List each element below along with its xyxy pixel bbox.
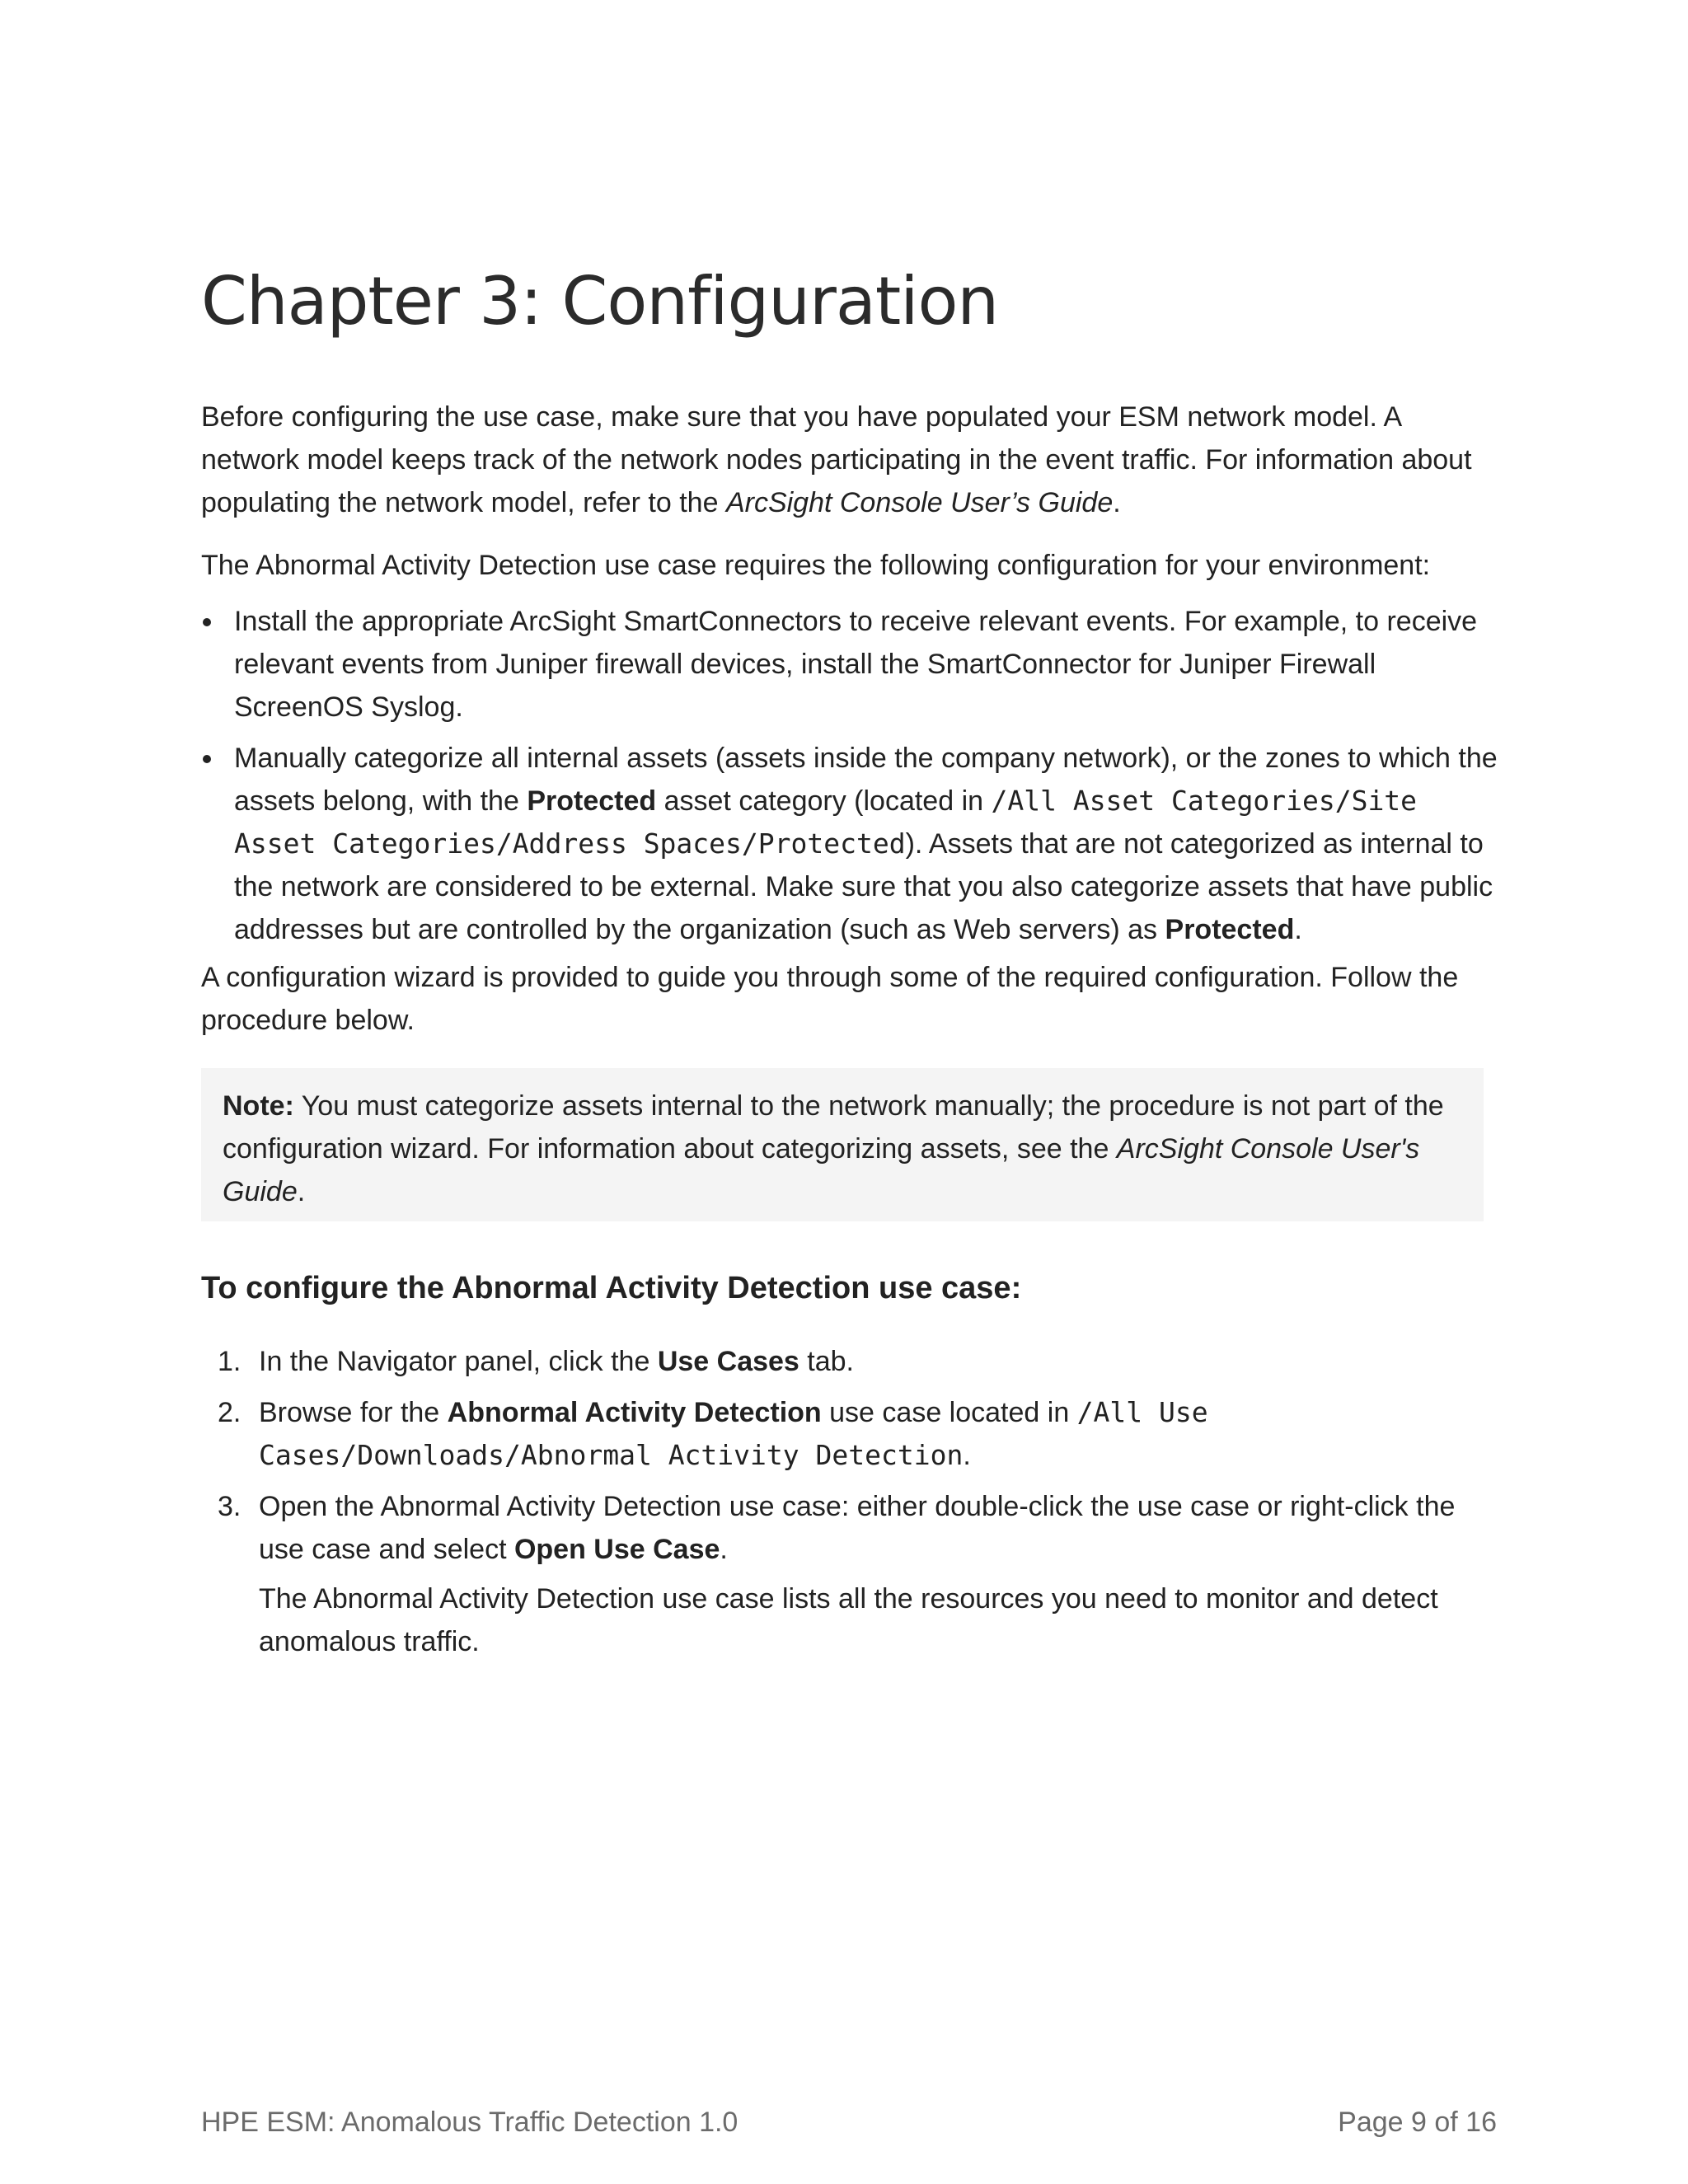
list-item-text-4: . xyxy=(1294,914,1302,945)
chapter-title: Chapter 3: Configuration xyxy=(201,263,999,340)
wizard-paragraph: A configuration wizard is provided to guide you through some of the required configuration. Follow the procedure below. xyxy=(201,962,1459,1036)
footer-page-number: Page 9 of 16 xyxy=(1338,2107,1497,2138)
step-1 xyxy=(201,1340,1503,1383)
list-item-text: Install the appropriate ArcSight SmartConnectors to receive relevant events. For example, to receive relevant events from Juniper firewall devices, install the SmartConnector for Juniper Firewall ScreenOS Syslog. xyxy=(234,606,1478,723)
step-text: In the Navigator panel, click the xyxy=(259,1346,658,1377)
list-item-text-3: ). Assets that are not categorized as internal to the network are considered to be external. Make sure that you also categorize assets that have public addresses but are controlled by the organization (such as Web servers) as xyxy=(234,828,1493,945)
procedure-title: To configure the Abnormal Activity Detection use case: xyxy=(201,1271,1022,1305)
asset-category-path: /All Asset Categories/Site Asset Categories/Address Spaces/Protected xyxy=(234,785,1418,860)
step-number: 3. xyxy=(218,1491,241,1522)
intro-paragraph-requirements: The Abnormal Activity Detection use case requires the following configuration for your environment: xyxy=(201,550,1431,581)
step-text-end: tab. xyxy=(799,1346,855,1377)
use-case-name: Abnormal Activity Detection xyxy=(447,1397,822,1428)
note-box xyxy=(201,1068,1484,1221)
note-text: You must categorize assets internal to the network manually; the procedure is not part of the configuration wizard. For information about categorizing assets, see the xyxy=(223,1090,1444,1165)
step-text-end: . xyxy=(720,1534,728,1565)
step-text-end: . xyxy=(963,1440,971,1471)
bullet-icon xyxy=(203,755,211,763)
list-item-categorize-assets xyxy=(201,737,1503,951)
use-case-path: /All Use Cases/Downloads/Abnormal Activity Detection xyxy=(259,1396,1208,1471)
requirements-list xyxy=(201,600,1503,959)
protected-category-label: Protected xyxy=(527,785,657,817)
step-text: Browse for the xyxy=(259,1397,448,1428)
intro-text: Before configuring the use case, make sure that you have populated your ESM network model. A network model keeps track of the network nodes participating in the event traffic. For information about populating the network model, refer to the xyxy=(201,401,1472,518)
step-2 xyxy=(201,1391,1503,1477)
procedure-steps xyxy=(201,1340,1503,1671)
step-result-text: The Abnormal Activity Detection use case lists all the resources you need to monitor and detect anomalous traffic. xyxy=(259,1583,1438,1657)
use-cases-tab-label: Use Cases xyxy=(657,1346,799,1377)
step-number: 1. xyxy=(218,1346,241,1377)
note-guide-reference: ArcSight Console User's Guide xyxy=(223,1133,1420,1207)
step-text-middle: use case located in xyxy=(821,1397,1077,1428)
intro-end: . xyxy=(1113,487,1121,518)
guide-reference: ArcSight Console User’s Guide xyxy=(725,487,1114,518)
list-item-text-1: Manually categorize all internal assets (assets inside the company network), or the zones to which the assets belong, with the xyxy=(234,743,1498,817)
bullet-icon xyxy=(203,618,211,626)
list-item-text-2: asset category (located in xyxy=(656,785,992,817)
step-number: 2. xyxy=(218,1397,241,1428)
note-label: Note: xyxy=(223,1090,294,1122)
protected-category-label-2: Protected xyxy=(1165,914,1295,945)
open-use-case-label: Open Use Case xyxy=(513,1534,720,1565)
list-item-install-connectors xyxy=(201,600,1503,729)
step-3 xyxy=(201,1485,1503,1663)
intro-paragraph-network-model xyxy=(201,396,1503,524)
footer-document-title: HPE ESM: Anomalous Traffic Detection 1.0 xyxy=(201,2107,738,2138)
step-text: Open the Abnormal Activity Detection use case: either double-click the use case or right-click the use case and select xyxy=(259,1491,1456,1565)
note-end: . xyxy=(297,1176,306,1207)
